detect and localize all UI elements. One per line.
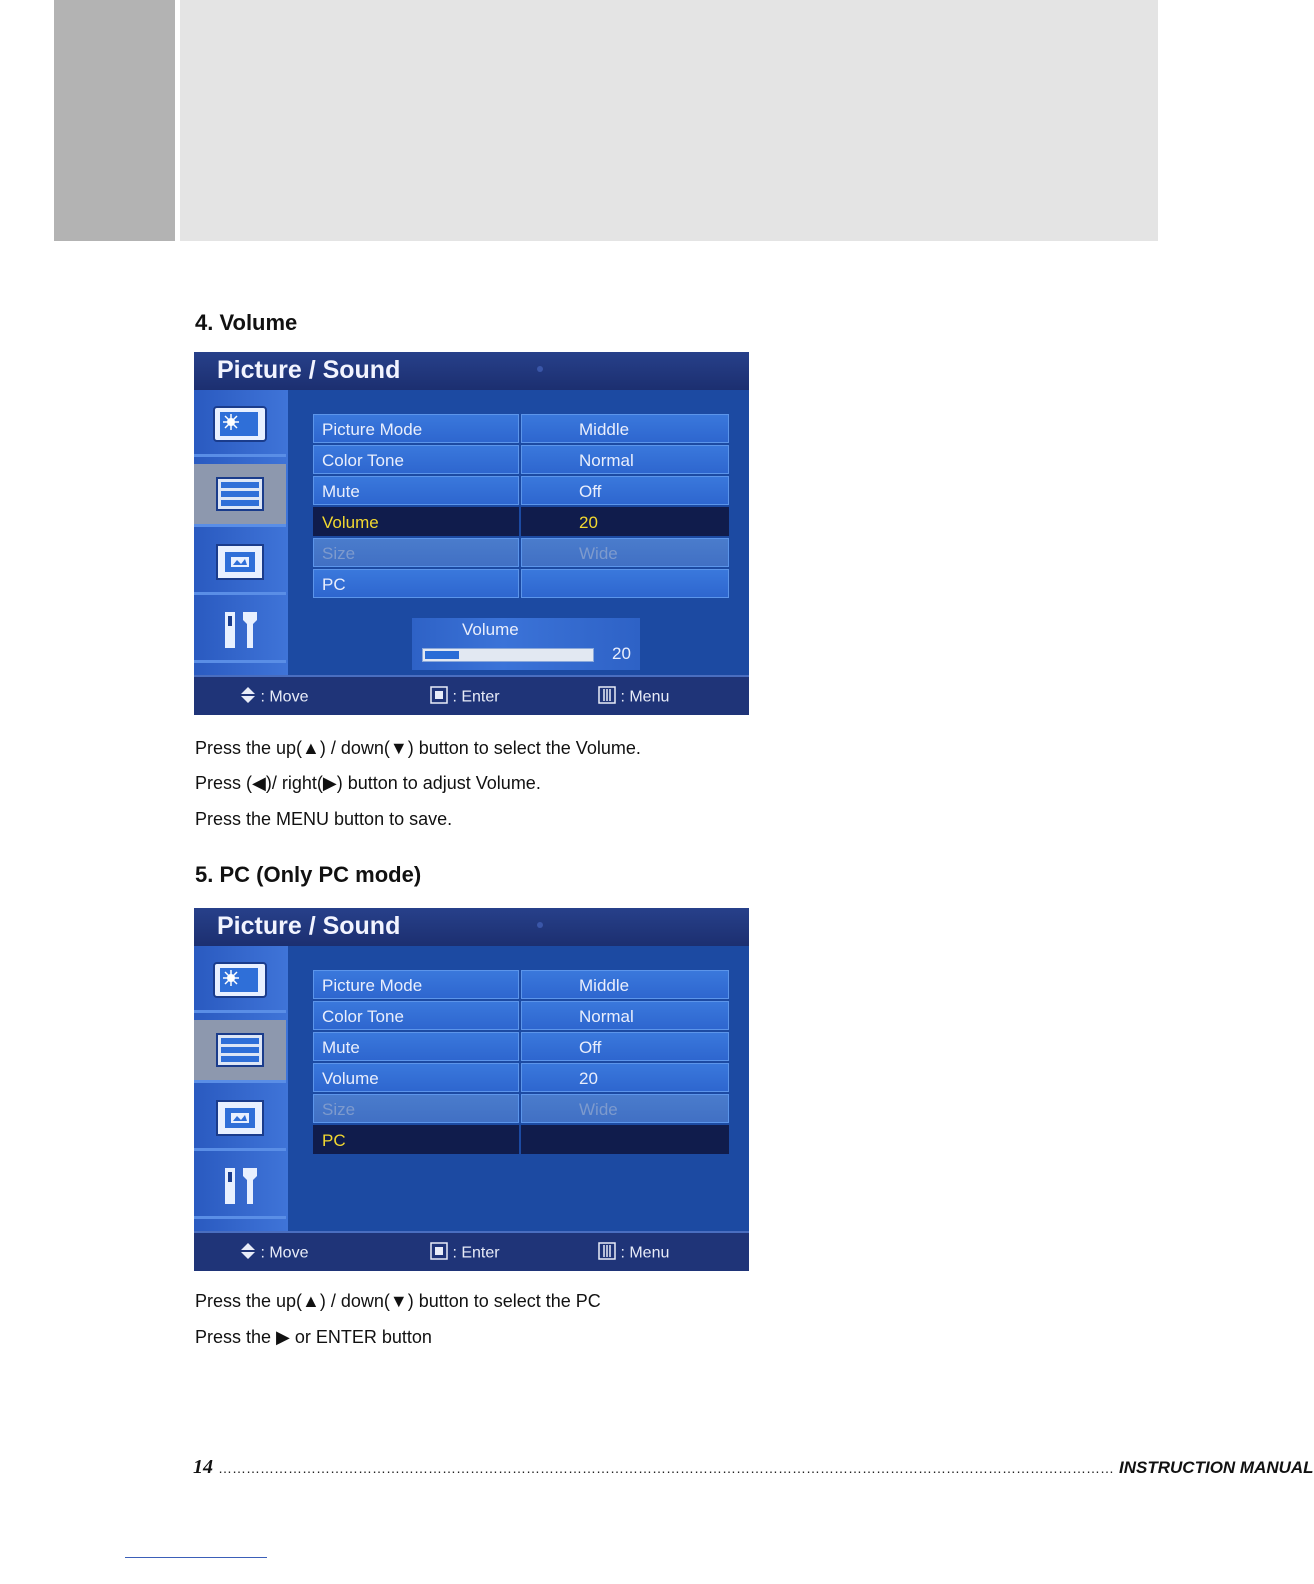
osd-footer-move-label: : Move — [260, 1244, 309, 1262]
osd-menu-row — [313, 1063, 729, 1092]
osd-menu-value: 20 — [521, 507, 729, 536]
instruction-line: Press (◀)/ right(▶) button to adjust Volume. — [195, 773, 541, 793]
osd-menu-row — [313, 476, 729, 505]
osd-title-dot — [537, 922, 543, 928]
osd-menu-label: Size — [313, 1094, 519, 1123]
volume-popup — [412, 618, 640, 670]
osd-footer-enter — [430, 1242, 500, 1265]
osd-menu-row — [313, 507, 729, 536]
osd-menu-value: 20 — [521, 1063, 729, 1092]
osd-menu-label: Color Tone — [313, 1001, 519, 1030]
osd-menu-label: Mute — [313, 1032, 519, 1061]
enter-square-icon — [430, 686, 448, 709]
instruction-line: Press the MENU button to save. — [195, 809, 453, 829]
page-footer — [193, 1456, 1314, 1479]
osd-menu-label: Picture Mode — [313, 414, 519, 443]
osd-menu-table — [313, 414, 729, 600]
menu-bars-icon — [598, 1242, 616, 1265]
osd-menu-row — [313, 1125, 729, 1154]
osd-menu-value: Off — [521, 1032, 729, 1061]
osd-menu-row — [313, 1032, 729, 1061]
osd-menu-label: PC — [313, 1125, 519, 1154]
volume-bar-fill — [425, 651, 459, 659]
osd-menu-table — [313, 970, 729, 1156]
osd-title-dot — [537, 366, 543, 372]
osd-menu-value: Normal — [521, 1001, 729, 1030]
osd-menu-label: Mute — [313, 476, 519, 505]
osd-titlebar — [194, 352, 749, 390]
osd-menu-row — [313, 414, 729, 443]
page-number: 14 — [193, 1456, 213, 1478]
osd-footer-move — [240, 686, 308, 709]
osd-footer-move-label: : Move — [260, 688, 309, 706]
osd-icon-column — [194, 946, 288, 1231]
osd-footer-menu — [598, 686, 669, 709]
osd-menu-row — [313, 569, 729, 598]
picture-icon — [194, 950, 286, 1013]
osd-menu-value: Middle — [521, 414, 729, 443]
osd-menu-value — [521, 569, 729, 598]
osd-menu-label: Volume — [313, 507, 519, 536]
osd-footer-move — [240, 1242, 308, 1265]
osd-menu-row — [313, 970, 729, 999]
section-heading-pc: 5. PC (Only PC mode) — [195, 862, 422, 887]
osd-footer-enter-label: : Enter — [452, 1244, 500, 1262]
osd-menu-value: Wide — [521, 1094, 729, 1123]
header-gray-block — [54, 0, 175, 241]
tools-icon — [194, 600, 286, 663]
volume-bar — [422, 648, 594, 662]
osd-footer-menu — [598, 1242, 669, 1265]
osd-footer — [194, 1231, 749, 1271]
osd-menu-label: PC — [313, 569, 519, 598]
manual-label: INSTRUCTION MANUAL — [1119, 1458, 1314, 1477]
osd-menu-row — [313, 445, 729, 474]
osd-footer-enter-label: : Enter — [452, 688, 500, 706]
osd-footer-menu-label: : Menu — [620, 1244, 670, 1262]
screen-size-icon — [194, 1088, 286, 1151]
osd-titlebar — [194, 908, 749, 946]
osd-footer-menu-label: : Menu — [620, 688, 670, 706]
sound-settings-icon — [194, 464, 286, 527]
osd-menu-value: Normal — [521, 445, 729, 474]
enter-square-icon — [430, 1242, 448, 1265]
tools-icon — [194, 1156, 286, 1219]
volume-popup-value: 20 — [612, 644, 631, 663]
instruction-line: Press the up(▲) / down(▼) button to select the Volume. — [195, 738, 641, 758]
leader-dots: ………………………………………………………………………………………………………………………………………………………………………… — [218, 1460, 1115, 1476]
footer-underline — [125, 1557, 267, 1558]
volume-popup-label: Volume — [462, 620, 519, 639]
instruction-line: Press the up(▲) / down(▼) button to select the PC — [195, 1291, 601, 1311]
osd-icon-column — [194, 390, 288, 675]
osd-title: Picture / Sound — [217, 912, 401, 940]
osd-menu-row — [313, 538, 729, 567]
osd-screenshot-pc — [194, 908, 749, 1269]
osd-menu-value: Middle — [521, 970, 729, 999]
updown-arrow-icon — [240, 1242, 256, 1265]
osd-menu-row — [313, 1001, 729, 1030]
sound-settings-icon — [194, 1020, 286, 1083]
osd-menu-label: Picture Mode — [313, 970, 519, 999]
screen-size-icon — [194, 532, 286, 595]
instruction-line: Press the ▶ or ENTER button — [195, 1327, 432, 1347]
picture-icon — [194, 394, 286, 457]
osd-menu-value — [521, 1125, 729, 1154]
menu-bars-icon — [598, 686, 616, 709]
updown-arrow-icon — [240, 686, 256, 709]
section-heading-volume: 4. Volume — [195, 310, 298, 335]
osd-menu-row — [313, 1094, 729, 1123]
osd-footer — [194, 675, 749, 715]
osd-title: Picture / Sound — [217, 356, 401, 384]
osd-menu-value: Wide — [521, 538, 729, 567]
osd-menu-label: Size — [313, 538, 519, 567]
header-gray-band — [180, 0, 1158, 241]
osd-screenshot-volume — [194, 352, 749, 713]
osd-menu-label: Volume — [313, 1063, 519, 1092]
osd-menu-label: Color Tone — [313, 445, 519, 474]
osd-menu-value: Off — [521, 476, 729, 505]
osd-footer-enter — [430, 686, 500, 709]
